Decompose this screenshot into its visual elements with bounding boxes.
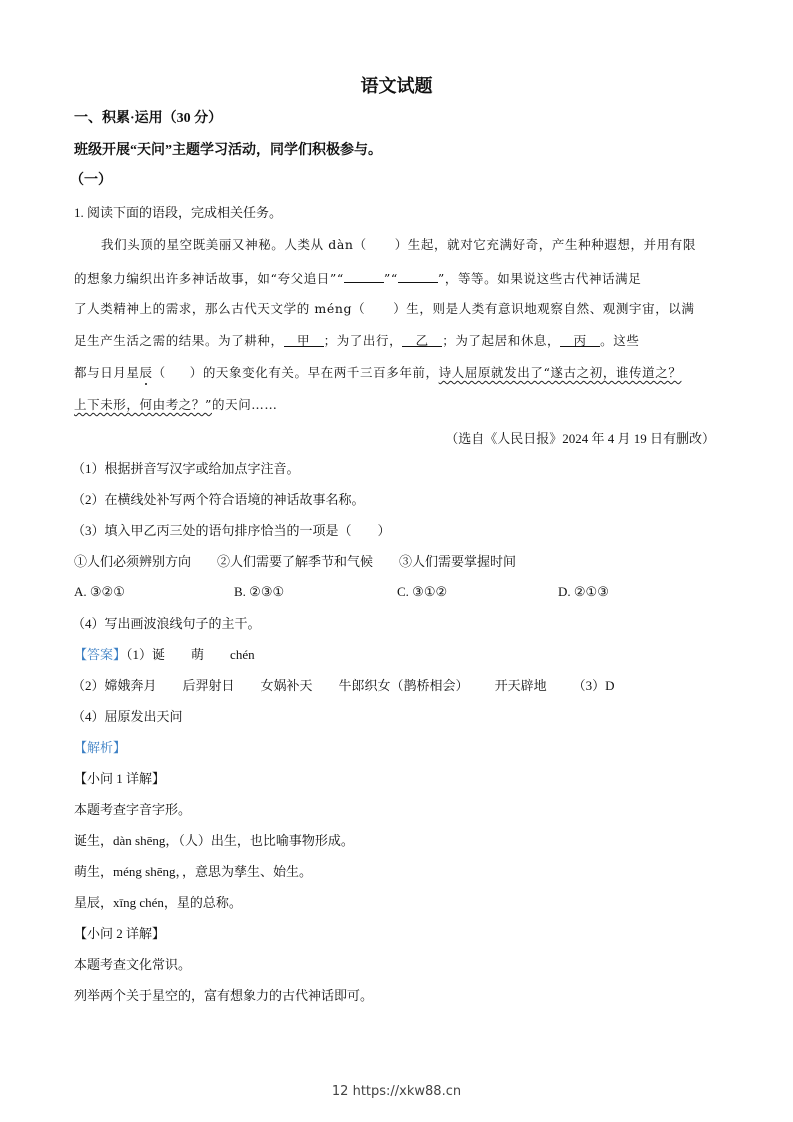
statement-3: ③人们需要掌握时间 — [399, 554, 517, 569]
passage-text: 的想象力编织出许多神话故事，如“夸父追日”“ — [74, 271, 344, 286]
analysis-tag: 【解析】 — [74, 740, 127, 755]
answer-text: 开天辟地 — [494, 678, 547, 693]
passage-text: ”，等等。如果说这些古代神话满足 — [437, 271, 642, 286]
wavy-underlined-sentence: 诗人屈原就发出了“遂古之初，谁传道之？ — [438, 365, 682, 380]
passage-line-6 — [74, 396, 278, 414]
option-c[interactable]: C. ③①② — [397, 584, 448, 599]
passage-text: 的天问…… — [212, 397, 278, 412]
passage-text: ”“ — [383, 271, 398, 286]
answer-tag: 【答案】 — [74, 647, 127, 662]
passage-line-4 — [74, 332, 639, 350]
analysis-line: 诞生，dàn shēng，（人）出生，也比喻事物形成。 — [74, 833, 354, 848]
activity-intro: 班级开展“天问”主题学习活动，同学们积极参与。 — [74, 143, 382, 158]
passage-text: ）的天象变化有关。早在两千三百多年前， — [189, 365, 439, 380]
passage-line-3 — [74, 300, 695, 318]
blank-jia[interactable]: 甲 — [284, 332, 324, 347]
analysis-line: 星辰，xīng chén，星的总称。 — [74, 895, 242, 910]
sub-question-4: （4）写出画波浪线句子的主干。 — [72, 616, 261, 631]
myth-blank-2[interactable] — [398, 268, 438, 283]
answer-line-1 — [74, 646, 255, 664]
answer-text: 萌 — [191, 647, 205, 662]
passage-text: （ — [152, 365, 166, 380]
passage-text: 。这些 — [600, 333, 640, 348]
answer-text: （2）嫦娥奔月 — [72, 678, 157, 693]
sub-question-2: （2）在横线处补写两个符合语境的神话故事名称。 — [72, 492, 365, 507]
analysis-line: 列举两个关于星空的，富有想象力的古代神话即可。 — [74, 988, 374, 1003]
passage-source: （选自《人民日报》2024 年 4 月 19 日有删改） — [445, 431, 715, 446]
dotted-character: 辰 — [139, 365, 153, 380]
question-prompt: 1. 阅读下面的语段，完成相关任务。 — [74, 205, 283, 220]
answer-text: （3）D — [572, 678, 615, 693]
answer-text: 后羿射日 — [182, 678, 235, 693]
statement-1: ①人们必须辨别方向 — [74, 554, 192, 569]
analysis-line: 本题考查文化常识。 — [74, 957, 192, 972]
passage-text: 我们头顶的星空既美丽又神秘。人类从 dàn（ — [101, 237, 367, 252]
myth-blank-1[interactable] — [344, 268, 384, 283]
part-label: （一） — [70, 173, 112, 188]
passage-line-1 — [101, 236, 696, 254]
passage-text: ；为了起居和休息， — [442, 333, 561, 348]
answer-text: chén — [230, 647, 255, 662]
page-footer: 12 https://xkw88.cn — [331, 1084, 462, 1099]
passage-text: ）生，则是人类有意识地观察自然、观测宇宙，以满 — [393, 301, 695, 316]
answer-text: （1）诞 — [126, 647, 166, 662]
answer-line-4: （4）屈原发出天问 — [72, 709, 183, 724]
option-d[interactable]: D. ②①③ — [558, 584, 609, 599]
answer-line-2 — [72, 677, 614, 695]
analysis-line: 本题考查字音字形。 — [74, 802, 192, 817]
passage-text: 都与日月星 — [74, 365, 140, 380]
passage-line-5 — [74, 364, 681, 382]
blank-yi[interactable]: 乙 — [402, 332, 442, 347]
statements-row — [74, 553, 516, 571]
option-a[interactable]: A. ③②① — [74, 584, 125, 599]
passage-text: 了人类精神上的需求，那么古代天文学的 méng（ — [74, 301, 366, 316]
sub-question-1: （1）根据拼音写汉字或给加点字注音。 — [72, 461, 300, 476]
answer-text: 牛郎织女（鹊桥相会） — [338, 678, 469, 693]
passage-line-2 — [74, 268, 641, 288]
analysis-line: 萌生，méng shēng，，意思为孳生、始生。 — [74, 864, 312, 879]
analysis-q2-heading: 【小问 2 详解】 — [74, 926, 166, 941]
passage-text: ）生起，就对它充满好奇，产生种种遐想，并用有限 — [394, 237, 696, 252]
statement-2: ②人们需要了解季节和气候 — [217, 554, 374, 569]
option-b[interactable]: B. ②③① — [234, 584, 285, 599]
passage-text: ；为了出行， — [323, 333, 403, 348]
section-heading: 一、积累·运用（30 分） — [74, 111, 223, 126]
sub-question-3: （3）填入甲乙丙三处的语句排序恰当的一项是（ ） — [72, 523, 391, 538]
page-title: 语文试题 — [360, 76, 433, 96]
blank-bing[interactable]: 丙 — [560, 332, 600, 347]
passage-text: 足生产生活之需的结果。为了耕种， — [74, 333, 284, 348]
analysis-q1-heading: 【小问 1 详解】 — [74, 771, 166, 786]
answer-text: 女娲补天 — [260, 678, 313, 693]
wavy-underlined-sentence: 上下未形，何由考之？” — [74, 397, 212, 412]
